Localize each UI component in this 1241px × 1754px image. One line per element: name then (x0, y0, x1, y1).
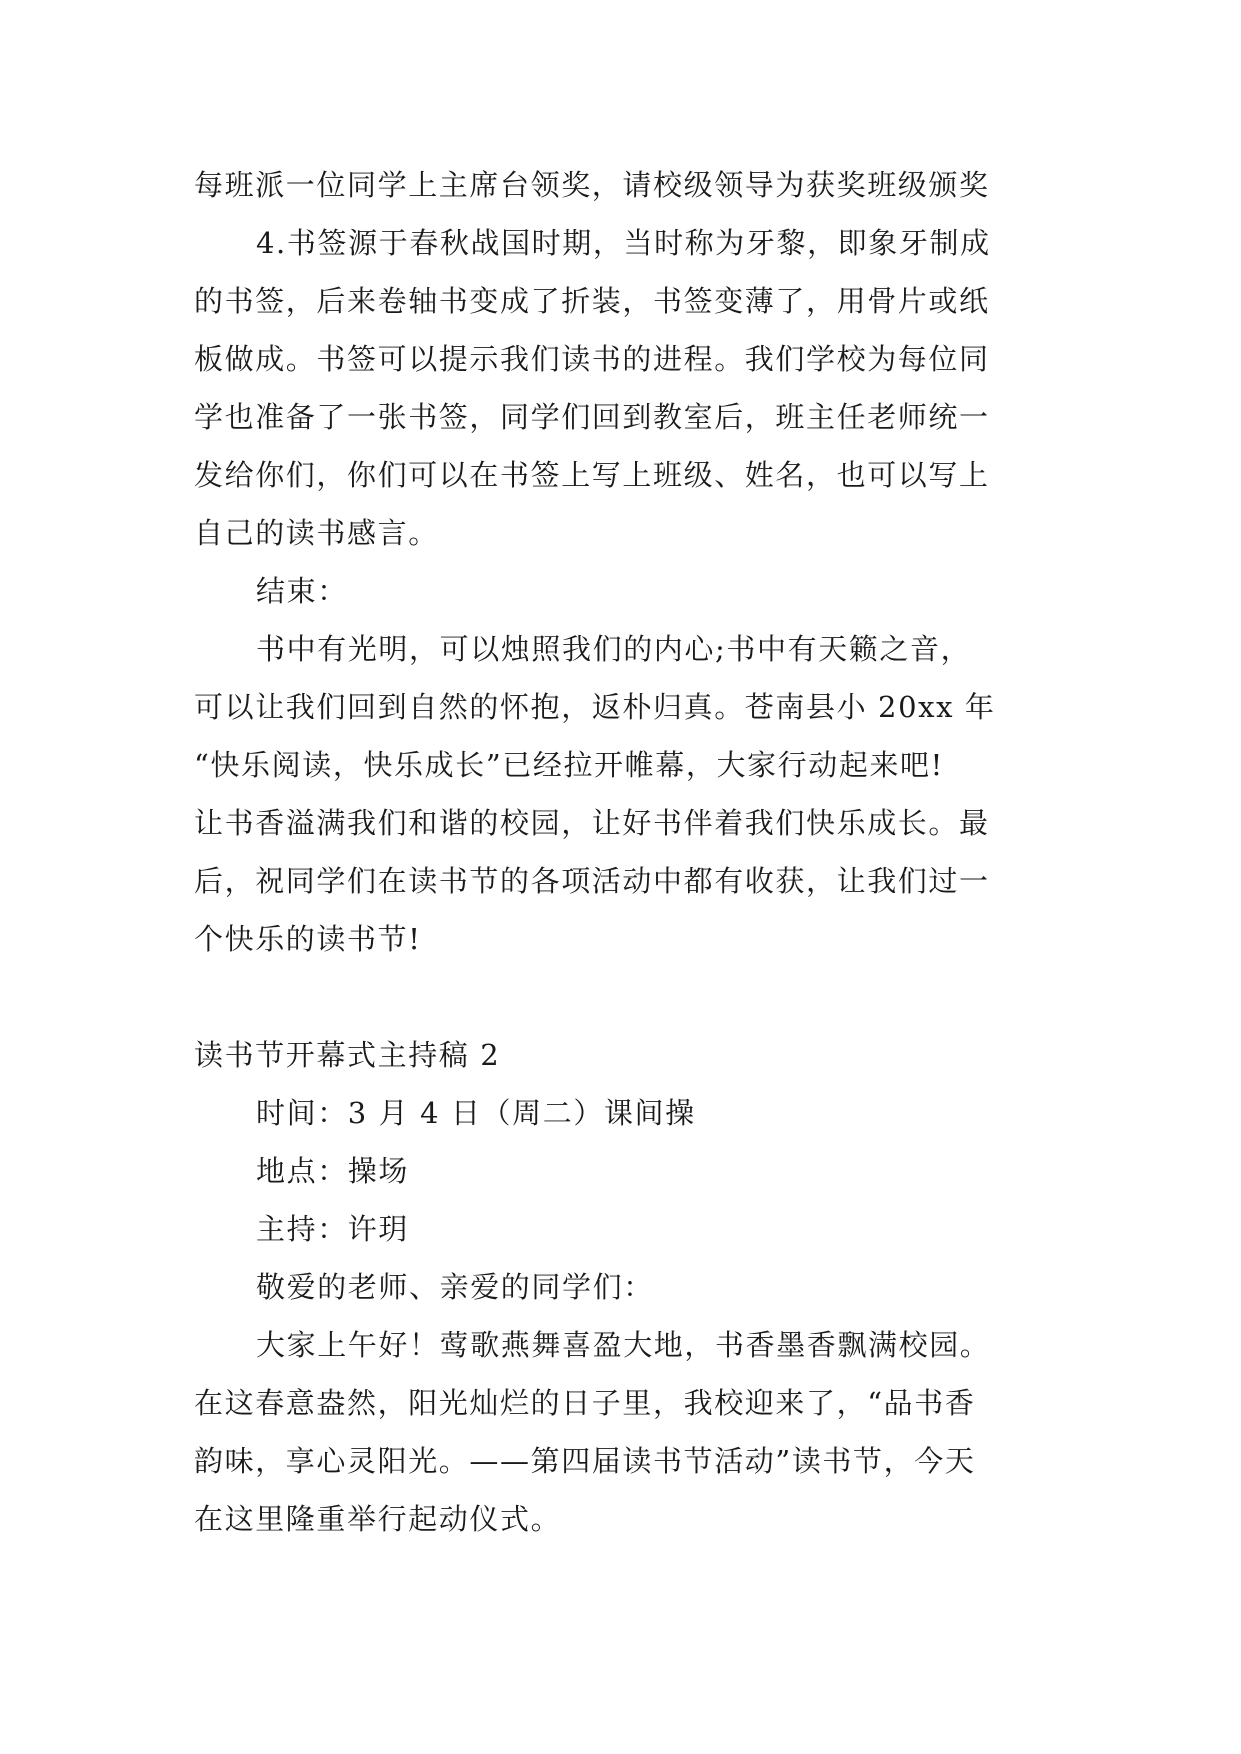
paragraph-line: 可以让我们回到自然的怀抱，返朴归真。苍南县小 20xx 年 (194, 690, 996, 724)
paragraph-line: 4.书签源于春秋战国时期，当时称为牙黎，即象牙制成 (256, 226, 991, 260)
paragraph-line: 每班派一位同学上主席台领奖，请校级领导为获奖班级颁奖 (194, 168, 990, 202)
info-location: 地点：操场 (256, 1154, 410, 1188)
info-host: 主持：许玥 (256, 1212, 410, 1246)
paragraph-line: “快乐阅读，快乐成长”已经拉开帷幕，大家行动起来吧! (194, 748, 944, 782)
greeting: 敬爱的老师、亲爱的同学们： (256, 1270, 654, 1304)
paragraph-line: 板做成。书签可以提示我们读书的进程。我们学校为每位同 (194, 342, 990, 376)
paragraph-line: 个快乐的读书节! (194, 922, 422, 956)
paragraph-line: 让书香溢满我们和谐的校园，让好书伴着我们快乐成长。最 (194, 806, 990, 840)
paragraph-line: 大家上午好！莺歌燕舞喜盈大地，书香墨香飘满校园。 (256, 1328, 991, 1362)
paragraph-line: 学也准备了一张书签，同学们回到教室后，班主任老师统一 (194, 400, 990, 434)
paragraph-line: 在这里隆重举行起动仪式。 (194, 1502, 562, 1536)
info-time: 时间：3 月 4 日（周二）课间操 (256, 1096, 696, 1130)
paragraph-line: 韵味，享心灵阳光。——第四届读书节活动”读书节，今天 (194, 1444, 976, 1478)
paragraph-line: 自己的读书感言。 (194, 516, 439, 550)
section-title: 读书节开幕式主持稿 2 (194, 1038, 501, 1072)
paragraph-line: 后，祝同学们在读书节的各项活动中都有收获，让我们过一 (194, 864, 990, 898)
paragraph-line: 在这春意盎然，阳光灿烂的日子里，我校迎来了，“品书香 (194, 1386, 976, 1420)
paragraph-line: 的书签，后来卷轴书变成了折装，书签变薄了，用骨片或纸 (194, 284, 990, 318)
section-label: 结束： (256, 574, 348, 608)
paragraph-line: 发给你们，你们可以在书签上写上班级、姓名，也可以写上 (194, 458, 990, 492)
paragraph-line: 书中有光明，可以烛照我们的内心;书中有天籁之音， (256, 632, 972, 666)
